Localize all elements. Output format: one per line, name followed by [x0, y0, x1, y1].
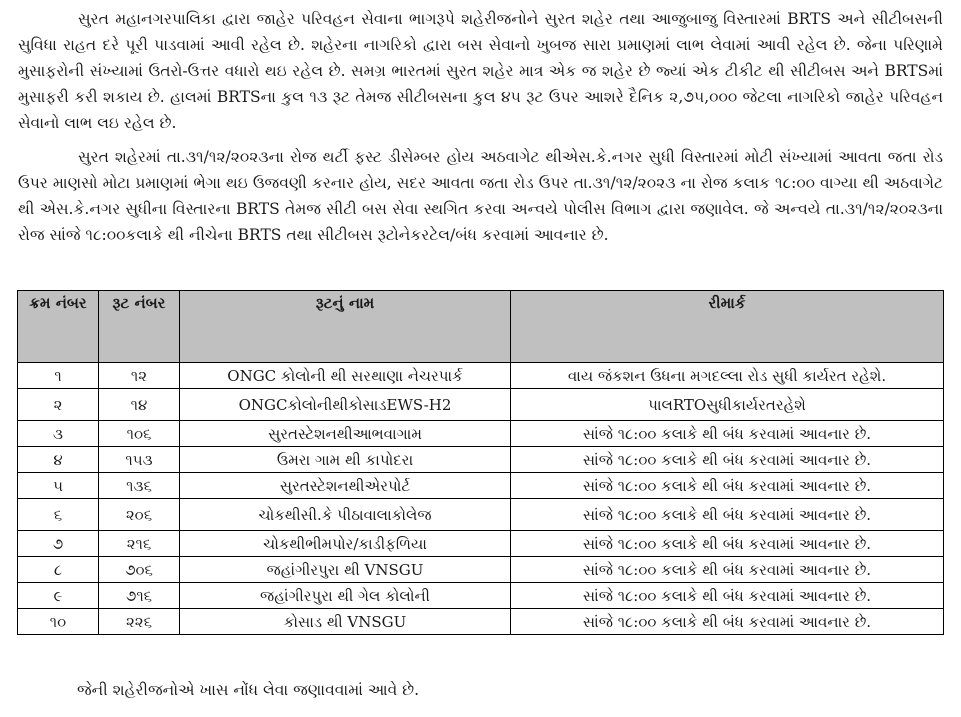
route-number-cell: ૨૨૬: [99, 609, 180, 635]
header-route-name: રૂટનું નામ: [180, 291, 511, 363]
route-name-cell: જહાંગીરપુરા થી VNSGU: [180, 557, 511, 583]
route-number-cell: ૨૧૬: [99, 531, 180, 557]
table-row: [18, 557, 944, 583]
remark-cell: પાલRTOસુધીકાર્યરતરહેશે: [511, 389, 944, 421]
header-remark: રીમાર્ક: [511, 291, 944, 363]
route-number-cell: ૭૧૬: [99, 583, 180, 609]
remark-cell: સાંજે ૧૮:૦૦ કલાકે થી બંધ કરવામાં આવનાર છે.: [511, 531, 944, 557]
remark-cell: સાંજે ૧૮:૦૦ કલાકે થી બંધ કરવામાં આવનાર છે.: [511, 421, 944, 447]
table-header-row: [18, 291, 944, 363]
route-table: [17, 290, 944, 635]
route-name-cell: સુરતસ્ટેશનથીઆભવાગામ: [180, 421, 511, 447]
route-number-cell: ૧૦૬: [99, 421, 180, 447]
serial-cell: ૩: [18, 421, 99, 447]
table-row: [18, 363, 944, 389]
remark-cell: સાંજે ૧૮:૦૦ કલાકે થી બંધ કરવામાં આવનાર છે.: [511, 583, 944, 609]
table-row: [18, 389, 944, 421]
route-name-cell: કોસાડ થી VNSGU: [180, 609, 511, 635]
table-row: [18, 447, 944, 473]
serial-cell: ૯: [18, 583, 99, 609]
route-number-cell: ૧૨: [99, 363, 180, 389]
notice-paragraph: સુરત શહેરમાં તા.૩૧/૧૨/૨૦૨૩ના રોજ થર્ટી ફસ્ટ ડીસેમ્બર હોય અઠવાગેટ થીએસ.કે.નગર સુધી વિસ્તારમાં મોટી સંખ્યામાં આવતા જતા રોડ ઉપર માણસો મોટા પ્રમાણમાં ભેગા થઇ ઉજવણી કરનાર હોય, સદર આવતા જતા રોડ ઉપર તા.૩૧/૧૨/૨૦૨૩ ના રોજ કલાક ૧૮:૦૦ વાગ્યા થી અઠવાગેટ થી એસ.કે.નગર સુધીના વિસ્તારના BRTS તેમજ સીટી બસ સેવા સ્થગિત કરવા અન્વયે પોલીસ વિભાગ દ્વારા જણાવેલ. જે અન્વયે તા.૩૧/૧૨/૨૦૨૩ના રોજ સાંજે ૧૮:૦૦કલાકે થી નીચેના BRTS તથા સીટીબસ રૂટોનેકરટેલ/બંધ કરવામાં આવનાર છે.: [18, 148, 943, 244]
table-row: [18, 609, 944, 635]
closing-note: જેની શહેરીજનોએ ખાસ નોંધ લેવા જણાવવામાં આવે છે.: [77, 681, 420, 699]
serial-cell: ૮: [18, 557, 99, 583]
table-row: [18, 499, 944, 531]
route-number-cell: ૨૦૬: [99, 499, 180, 531]
serial-cell: ૭: [18, 531, 99, 557]
header-serial-number: ક્રમ નંબર: [18, 291, 99, 363]
route-name-cell: ઉમરા ગામ થી કાપોદરા: [180, 447, 511, 473]
route-number-cell: ૧૫૩: [99, 447, 180, 473]
table-row: [18, 583, 944, 609]
intro-paragraph: સુરત મહાનગરપાલિકા દ્વારા જાહેર પરિવહન સેવાના ભાગરૂપે શહેરીજનોને સુરત શહેર તથા આજુબાજુ વિસ્તારમાં BRTS અને સીટીબસની સુવિધા રાહત દરે પૂરી પાડવામાં આવી રહેલ છે. શહેરના નાગરિકો દ્વારા બસ સેવાનો ખુબજ સારા પ્રમાણમાં લાભ લેવામાં આવી રહેલ છે. જેના પરિણામે મુસાફરોની સંખ્યામાં ઉતરો-ઉત્તર વધારો થઇ રહેલ છે. સમગ્ર ભારતમાં સુરત શહેર માત્ર એક જ શહેર છે જ્યાં એક ટીકીટ થી સીટીબસ અને BRTSમાં મુસાફરી કરી શકાય છે. હાલમાં BRTSના કુલ ૧૩ રૂટ તેમજ સીટીબસના કુલ ૪૫ રૂટ ઉપર આશરે દૈનિક ૨,૭૫,૦૦૦ જેટલા નાગરિકો જાહેર પરિવહન સેવાનો લાભ લઇ રહેલ છે.: [18, 10, 943, 132]
route-name-cell: ONGCકોલોનીથીકોસાડEWS-H2: [180, 389, 511, 421]
route-number-cell: ૭૦૬: [99, 557, 180, 583]
table-row: [18, 531, 944, 557]
table-row: [18, 421, 944, 447]
serial-cell: ૧: [18, 363, 99, 389]
table-row: [18, 473, 944, 499]
remark-cell: સાંજે ૧૮:૦૦ કલાકે થી બંધ કરવામાં આવનાર છે.: [511, 609, 944, 635]
serial-cell: ૨: [18, 389, 99, 421]
serial-cell: ૬: [18, 499, 99, 531]
remark-cell: સાંજે ૧૮:૦૦ કલાકે થી બંધ કરવામાં આવનાર છે.: [511, 557, 944, 583]
serial-cell: ૪: [18, 447, 99, 473]
serial-cell: ૧૦: [18, 609, 99, 635]
route-name-cell: જહાંગીરપુરા થી ગેલ કોલોની: [180, 583, 511, 609]
remark-cell: સાંજે ૧૮:૦૦ કલાકે થી બંધ કરવામાં આવનાર છે.: [511, 499, 944, 531]
serial-cell: ૫: [18, 473, 99, 499]
remark-cell: વાય જંકશન ઉધના મગદલ્લા રોડ સુધી કાર્યરત રહેશે.: [511, 363, 944, 389]
remark-cell: સાંજે ૧૮:૦૦ કલાકે થી બંધ કરવામાં આવનાર છે.: [511, 473, 944, 499]
remark-cell: સાંજે ૧૮:૦૦ કલાકે થી બંધ કરવામાં આવનાર છે.: [511, 447, 944, 473]
route-name-cell: ચોકથીસી.કે પીઠાવાલાકોલેજ: [180, 499, 511, 531]
route-name-cell: ચોકથીભીમપોર/કાડીફળિયા: [180, 531, 511, 557]
header-route-number: રૂટ નંબર: [99, 291, 180, 363]
route-name-cell: ONGC કોલોની થી સરથાણા નેચરપાર્ક: [180, 363, 511, 389]
route-number-cell: ૧૩૬: [99, 473, 180, 499]
route-number-cell: ૧૪: [99, 389, 180, 421]
route-name-cell: સુરતસ્ટેશનથીએરપોર્ટ: [180, 473, 511, 499]
